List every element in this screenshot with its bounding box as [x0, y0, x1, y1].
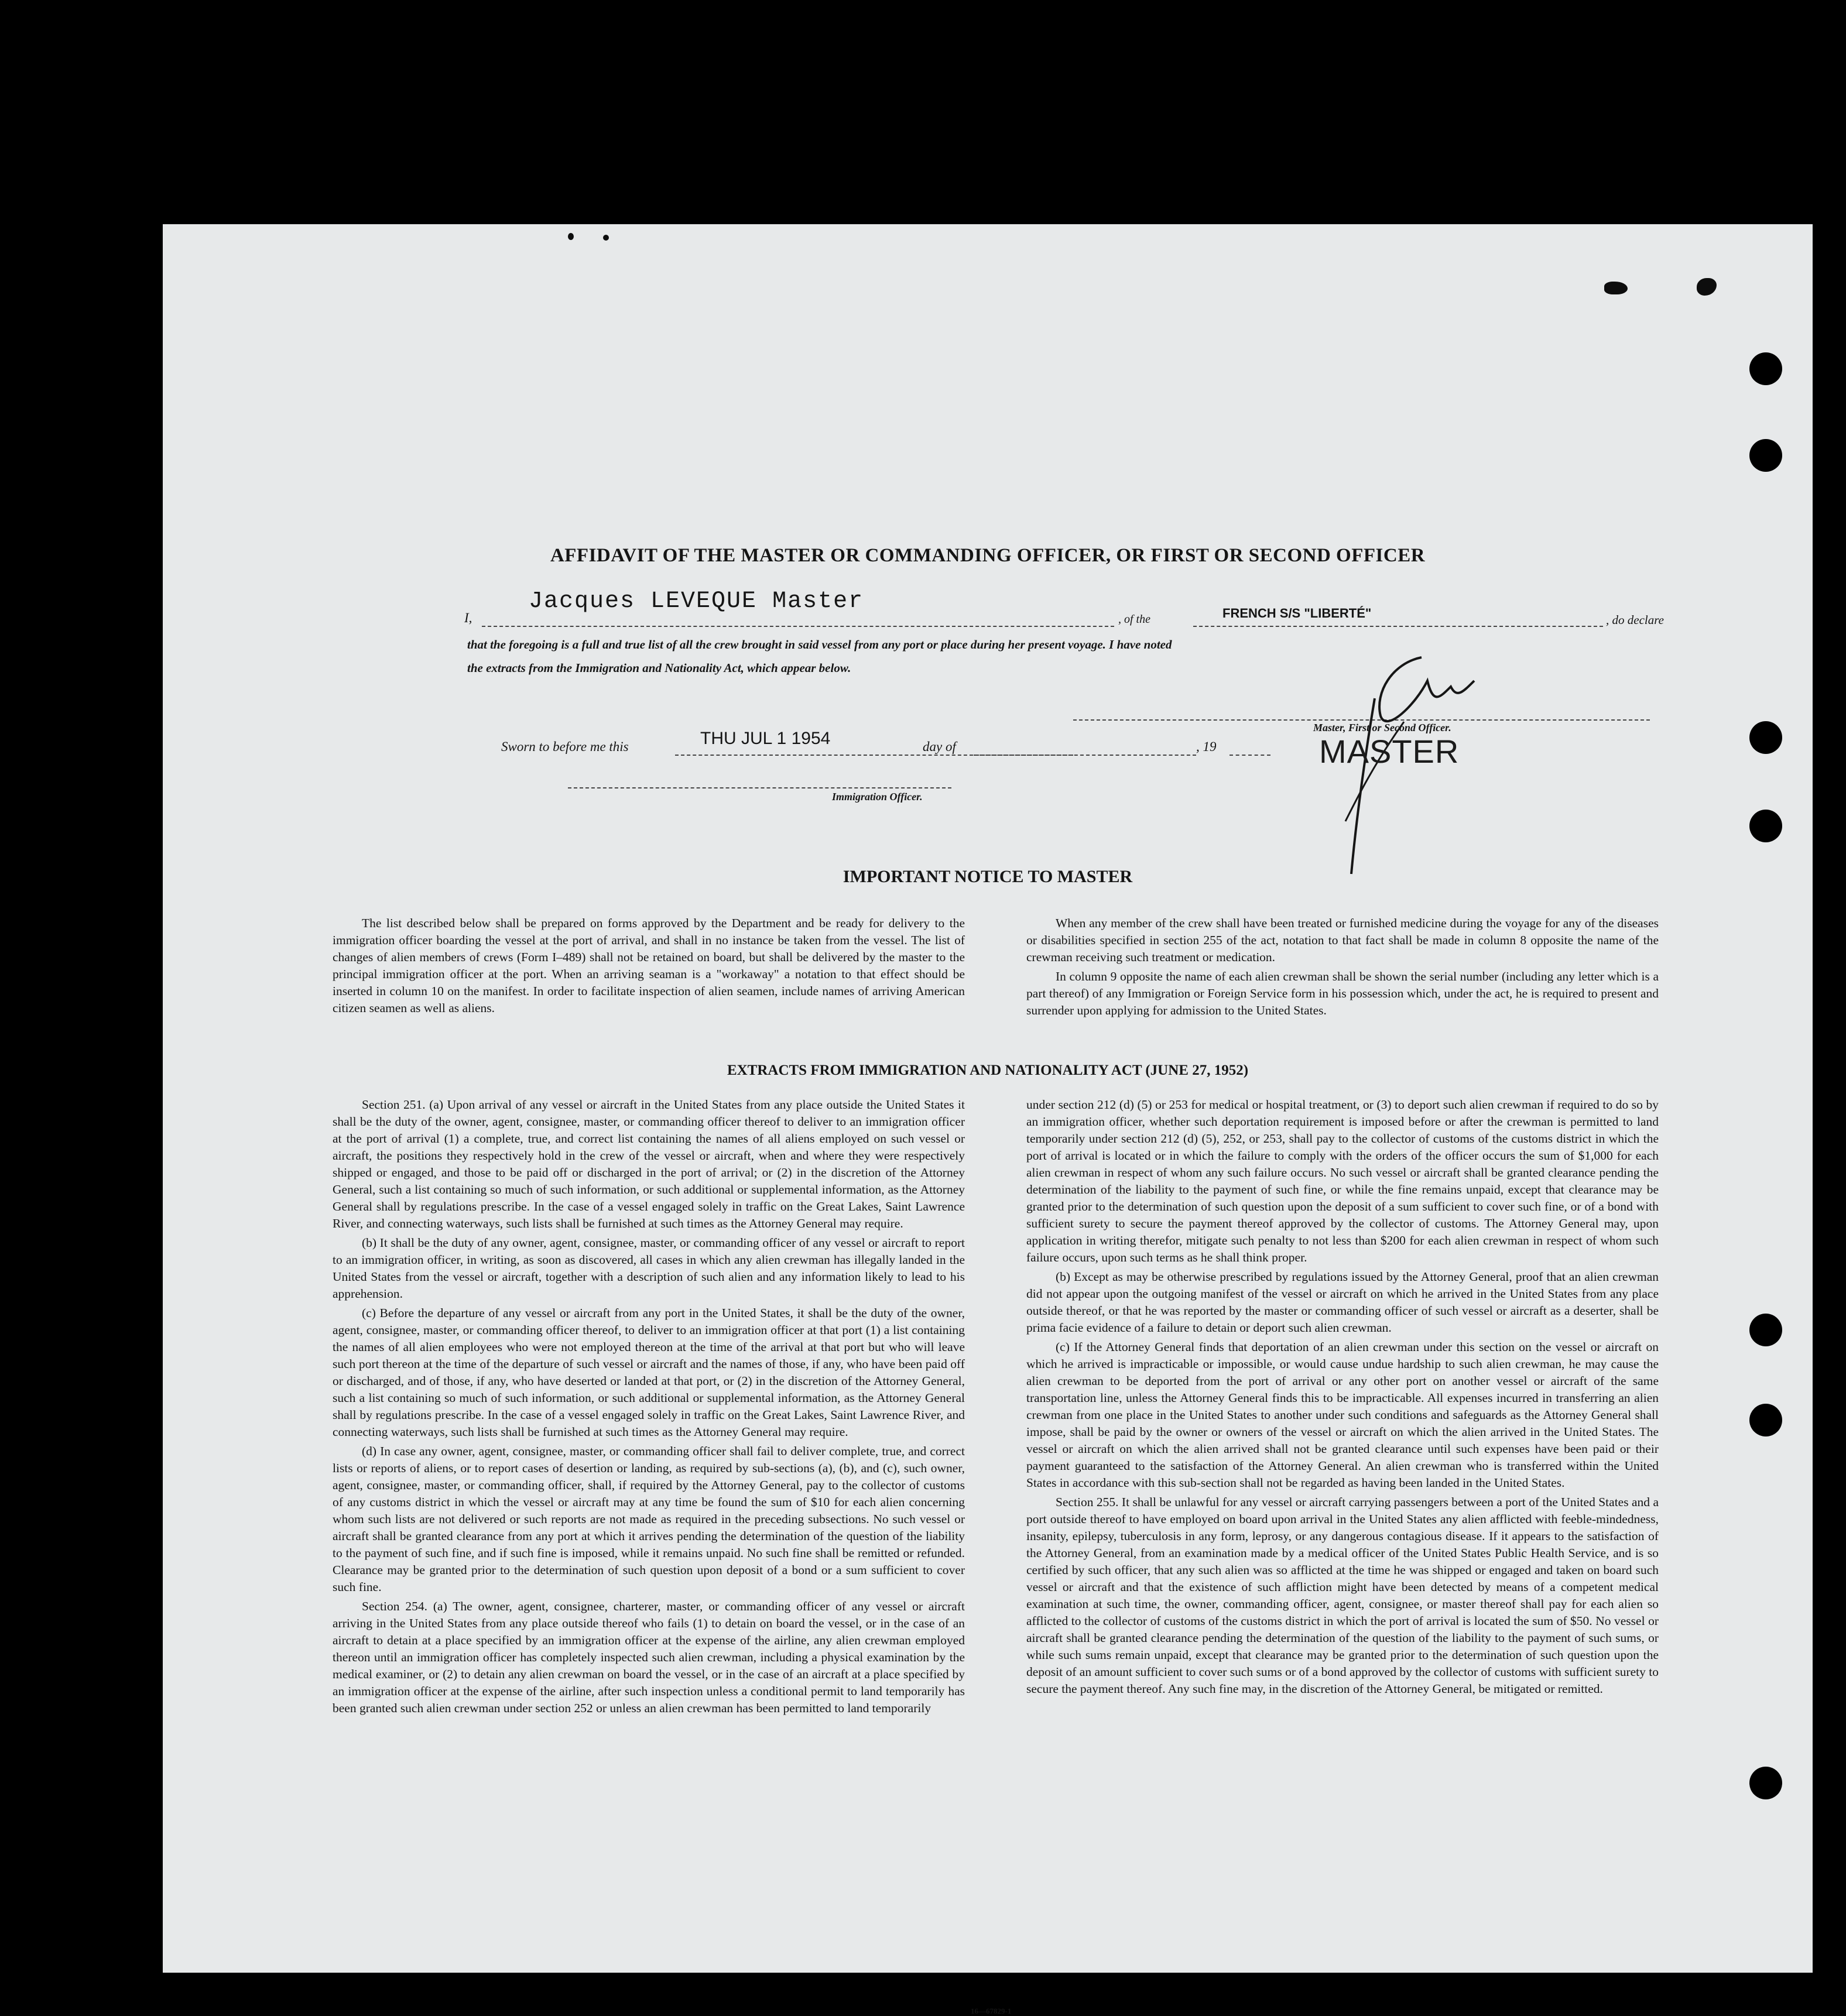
affidavit-title: AFFIDAVIT OF THE MASTER OR COMMANDING OFFICER, OR FIRST OR SECOND OFFICER [550, 545, 1426, 566]
name-line [482, 626, 1114, 627]
immigration-caption: Immigration Officer. [832, 791, 923, 803]
ink-mark [568, 233, 574, 240]
punch-hole [1749, 721, 1782, 754]
year-line [1229, 755, 1270, 756]
punch-hole [1749, 1767, 1782, 1799]
extracts-left-column [333, 1096, 965, 1719]
punch-hole [1749, 1314, 1782, 1346]
section-251-a: Section 251. (a) Upon arrival of any vessel or aircraft in the United States from any place outside the United States it shall be the duty of the owner, agent, consignee, master, or commanding officer thereof to deliver to an immigration officer at the port of arrival (1) a complete, true, and correct list containing the names of all aliens employed on such vessel or aircraft, the positions they respectively hold in the crew of the vessel or aircraft, when and where they were respectively shipped or engaged, and those to be paid off or discharged in the port of arrival; or (2) in the discretion of the Attorney General, such a list containing so much of such information, or such additional or supplemental information, as the Attorney General shall by regulations prescribe. In the case of a vessel engaged solely in traffic on the Great Lakes, Saint Lawrence River, and connecting waterways, such lists shall be furnished at such times as the Attorney General may require. [333, 1098, 965, 1230]
section-254-c: (c) If the Attorney General finds that deportation of an alien crewman under this section on the vessel or aircraft on which he arrived is impracticable or impossible, or would cause undue hardship to such alien crewman, he may cause the alien crewman to be deported from the port of arrival or any other port on another vessel or aircraft of the same transportation line, unless the Attorney General finds this to be impracticable. All expenses incurred in transferring an alien crewman from one place in the United States to another under such conditions and safeguards as the Attorney General shall impose, shall be paid by the owner or owners of the vessel or aircraft on which the alien arrived in the United States. The vessel or aircraft on which the alien arrived shall not be granted clearance until such expenses have been paid or their payment guaranteed to the satisfaction of the Attorney General. An alien crewman who is transferred within the United States in accordance with this sub-section shall not be regarded as having been landed in the United States. [1026, 1340, 1659, 1490]
sworn-label: Sworn to before me this [501, 739, 629, 754]
punch-hole [1749, 810, 1782, 842]
ink-blot [1604, 282, 1628, 294]
do-declare-label: , do declare [1606, 613, 1664, 627]
extracts-title: EXTRACTS FROM IMMIGRATION AND NATIONALITY ACT (JUNE 27, 1952) [727, 1062, 1249, 1078]
ink-mark [603, 235, 609, 241]
section-254-a-cont: under section 212 (d) (5) or 253 for medical or hospital treatment, or (3) to deport such alien crewman if required to do so by an immigration officer, whether such deportation requirement is imposed before or after the crewman is permitted to land temporarily under section 212 (d) (5), 252, or 253, shall pay to the collector of customs of the customs district in which the port of arrival is located or in which the failure to comply with the orders of the officer occurs the sum of $1,000 for each alien crewman in respect of whom any such failure occurs. No such vessel or aircraft shall be granted clearance pending the determination of the liability to the payment of such fine, or while the fine remains unpaid, except that clearance may be granted prior to the determination of such question upon the deposit of a sum sufficient to cover such fine, or of a bond with sufficient surety to secure the payment thereof approved by the collector of customs. The Attorney General may, upon application in writing therefor, mitigate such penalty to not less than $200 for each alien crewman in respect of whom such failure occurs, upon such terms as he shall think proper. [1026, 1098, 1659, 1264]
extracts-right-column [1026, 1096, 1659, 1700]
sworn-date-stamp: THU JUL 1 1954 [700, 729, 831, 748]
notice-right-column [1026, 915, 1659, 1021]
officer-caption: Master, First or Second Officer. [1313, 722, 1451, 733]
notice-title: IMPORTANT NOTICE TO MASTER [842, 867, 1133, 886]
vessel-name: FRENCH S/S "LIBERTÉ" [1222, 606, 1372, 620]
immigration-signature-line [568, 787, 951, 788]
punch-hole [1749, 439, 1782, 472]
section-254-a: Section 254. (a) The owner, agent, consignee, charterer, master, or commanding officer of any vessel or aircraft arriving in the United States from any place outside thereof who fails (1) to detain on board the vessel, or in the case of an aircraft to detain at a place specified by an immigration officer at the expense of the airline, any alien crewman employed thereon until an immigration officer has completely inspected such alien crewman, including a physical examination by the medical examiner, or (2) to detain any alien crewman on board the vessel, or in the case of an aircraft at a place specified by an immigration officer at the expense of the airline, after such inspection unless a conditional permit to land temporarily has been granted such alien crewman under section 252 or unless an alien crewman has been permitted to land temporarily [333, 1599, 965, 1715]
form-number: 16—67829-1 [971, 2007, 1012, 2015]
declaration-line-1: that the foregoing is a full and true list of all the crew brought in said vessel from any port or place during her present voyage. I have noted [467, 637, 1172, 652]
section-251-c: (c) Before the departure of any vessel or aircraft from any port in the United States, it shall be the duty of the owner, agent, consignee, master, or commanding officer thereof, to deliver to an immigration officer at that port (1) a list containing the names of all alien employees who were not employed thereon at the time of the arrival at that port but who will leave such port thereon at the time of the departure of such vessel or aircraft and the names of those, if any, who have been paid off or discharged, and of those, if any, who have deserted or landed at that port, or (2) in the discretion of the Attorney General, such a list containing so much of such information, or such additional or supplemental information, as the Attorney General shall by regulations prescribe. In the case of a vessel engaged solely in traffic on the Great Lakes, Saint Lawrence River, and connecting waterways, such lists shall be furnished at such times as the Attorney General may require. [333, 1306, 965, 1439]
section-251-b: (b) It shall be the duty of any owner, agent, consignee, master, or commanding officer of any vessel or aircraft to report to an immigration officer, in writing, as soon as discovered, all cases in which any alien crewman has illegally landed in the United States from the vessel or aircraft, together with a description of such alien and any information likely to lead to his apprehension. [333, 1236, 965, 1301]
notice-right-text-2: In column 9 opposite the name of each alien crewman shall be shown the serial number (including any letter which is a part thereof) of any Immigration or Foreign Service form in his possession which, under the act, he is required to present and surrender upon applying for admission to the United States. [1026, 969, 1659, 1017]
vessel-line [1193, 626, 1603, 627]
notice-left-column [333, 915, 965, 1019]
notice-left-text: The list described below shall be prepared on forms approved by the Department and be ready for delivery to the immigration officer boarding the vessel at the port of arrival, and shall in no instance be taken from the vessel. The list of changes of alien members of crews (Form I–489) shall not be retained on board, but shall be delivered by the master to the principal immigration officer at the port. When an arriving seaman is a "workaway" a notation to that effect should be inserted in column 10 on the manifest. In order to facilitate inspection of alien seamen, include names of arriving American citizen seamen as well as aliens. [333, 916, 965, 1015]
notice-right-text-1: When any member of the crew shall have been treated or furnished medicine during the voyage for any of the diseases or disabilities specified in section 255 of the act, notation to that fact shall be made in column 8 opposite the name of the crewman receiving such treatment or medication. [1026, 916, 1659, 964]
section-251-d: (d) In case any owner, agent, consignee, master, or commanding officer shall fail to deliver complete, true, and correct lists or reports of aliens, or to report cases of desertion or landing, as required by sub-sections (a), (b), and (c), such owner, agent, consignee, master, or commanding officer, shall, if required by the Attorney General, pay to the collector of customs of any customs district in which the vessel or aircraft may at any time be found the sum of $10 for each alien concerning whom such lists are not delivered or such reports are not made as required in the preceding subsections. No such vessel or aircraft shall be granted clearance from any port at which it arrives pending the determination of the question of the liability to the payment of such fine, and if such fine is imposed, while it remains unpaid. No such fine shall be remitted or refunded. Clearance may be granted prior to the determination of such question upon deposit of a bond or a sum sufficient to cover such fine. [333, 1444, 965, 1594]
month-line [974, 755, 1196, 756]
punch-hole [1749, 1404, 1782, 1436]
master-name: Jacques LEVEQUE Master [529, 588, 864, 615]
day-of-label: day of [923, 739, 956, 754]
declaration-line-2: the extracts from the Immigration and Nationality Act, which appear below. [467, 661, 851, 675]
master-stamp: MASTER [1319, 733, 1460, 770]
of-the-label: , of the [1118, 613, 1150, 626]
section-254-b: (b) Except as may be otherwise prescribed by regulations issued by the Attorney General, proof that an alien crewman did not appear upon the outgoing manifest of the vessel or aircraft on which he arrived in the United States from any place outside thereof, or that he was reported by the master or commanding officer of such vessel or aircraft as a deserter, shall be prima facie evidence of a failure to detain or deport such alien crewman. [1026, 1270, 1659, 1335]
year-prefix: , 19 [1196, 739, 1217, 754]
punch-hole [1749, 352, 1782, 385]
ink-blot [1697, 278, 1717, 296]
affidavit-i: I, [464, 611, 472, 625]
section-255: Section 255. It shall be unlawful for any vessel or aircraft carrying passengers between a port of the United States and a port outside thereof to have employed on board upon arrival in the United States any alien afflicted with feeble-mindedness, insanity, epilepsy, tuberculosis in any form, leprosy, or any dangerous contagious disease. If it appears to the satisfaction of the Attorney General, from an examination made by a medical officer of the United States Public Health Service, and is so certified by such officer, that any such alien was so afflicted at the time he was shipped or engaged and taken on board such vessel or aircraft and that the existence of such affliction might have been detected by means of a competent medical examination at such time, the owner, commanding officer, agent, consignee, or master thereof shall pay for each alien so afflicted to the collector of customs of the customs district in which the port of arrival is located the sum of $50. No vessel or aircraft shall be granted clearance pending the determination of the question of the liability to the payment of such sums, or while such sums remain unpaid, except that clearance may be granted prior to the determination of such question upon the deposit of an amount sufficient to cover such sums or of a bond approved by the collector of customs with sufficient surety to secure the payment thereof. Any such fine may, in the discretion of the Attorney General, be mitigated or remitted. [1026, 1495, 1659, 1696]
document-page [163, 224, 1813, 2015]
